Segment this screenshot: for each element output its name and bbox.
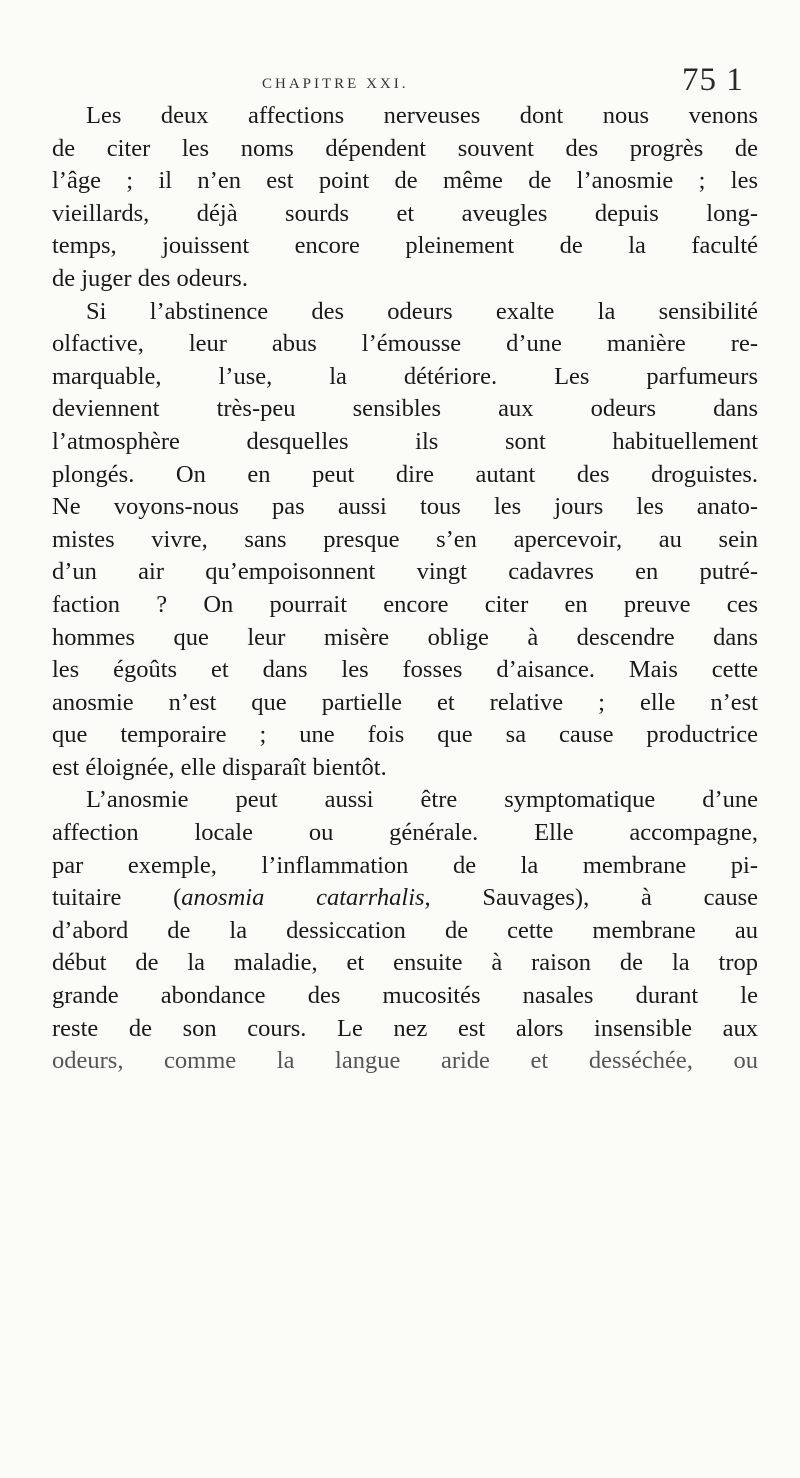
text-line: de citer les noms dépendent souvent des progrès de [52, 134, 758, 162]
text-line: anosmie n’est que partielle et relative ; elle n’est [52, 688, 758, 716]
text-segment: , Sauvages), à cause [424, 884, 758, 912]
text-line: temps, jouissent encore pleinement de la faculté [52, 232, 758, 260]
text-line: olfactive, leur abus l’émousse d’une manière re- [52, 330, 758, 358]
text-line: mistes vivre, sans presque s’en apercevoir, au sein [52, 525, 758, 553]
text-line: que temporaire ; une fois que sa cause productrice [52, 721, 758, 749]
running-header [52, 60, 758, 98]
text-line: de juger des odeurs. [52, 264, 248, 292]
text-line: deviennent très-peu sensibles aux odeurs dans [52, 395, 758, 423]
text-line: marquable, l’use, la détériore. Les parfumeurs [52, 362, 758, 390]
italic-term: anosmia catarrhalis [181, 884, 425, 912]
chapter-heading: CHAPITRE XXI. [262, 76, 409, 92]
page-number: 75 1 [682, 62, 744, 98]
text-line [52, 882, 758, 915]
text-line: par exemple, l’inflammation de la membrane pi- [52, 851, 758, 879]
text-line: Ne voyons-nous pas aussi tous les jours les anato- [52, 493, 758, 521]
text-line: Les deux affections nerveuses dont nous venons [86, 102, 758, 129]
text-line: affection locale ou générale. Elle accompagne, [52, 819, 758, 847]
text-line: Si l’abstinence des odeurs exalte la sensibilité [86, 297, 758, 325]
text-line: odeurs, comme la langue aride et desséchée, ou [52, 1047, 758, 1075]
text-line: est éloignée, elle disparaît bientôt. [52, 753, 387, 781]
text-line: l’âge ; il n’en est point de même de l’anosmie ; les [52, 167, 758, 195]
text-line: reste de son cours. Le nez est alors insensible aux [52, 1014, 758, 1042]
text-line: grande abondance des mucosités nasales durant le [52, 982, 758, 1010]
body-text [52, 100, 758, 1078]
text-line: d’un air qu’empoisonnent vingt cadavres en putré- [52, 558, 758, 586]
text-line: L’anosmie peut aussi être symptomatique d’une [86, 786, 758, 814]
text-line: d’abord de la dessiccation de cette membrane au [52, 916, 758, 944]
book-page [52, 60, 758, 1460]
text-line: vieillards, déjà sourds et aveugles depuis long- [52, 199, 758, 227]
text-line: l’atmosphère desquelles ils sont habituellement [52, 427, 758, 455]
text-line: faction ? On pourrait encore citer en preuve ces [52, 590, 758, 618]
text-line: début de la maladie, et ensuite à raison de la trop [52, 949, 758, 977]
text-line: plongés. On en peut dire autant des droguistes. [52, 460, 758, 488]
text-line: les égoûts et dans les fosses d’aisance. Mais cette [52, 656, 758, 684]
text-line: hommes que leur misère oblige à descendre dans [52, 623, 758, 651]
text-segment: tuitaire ( [52, 884, 182, 912]
